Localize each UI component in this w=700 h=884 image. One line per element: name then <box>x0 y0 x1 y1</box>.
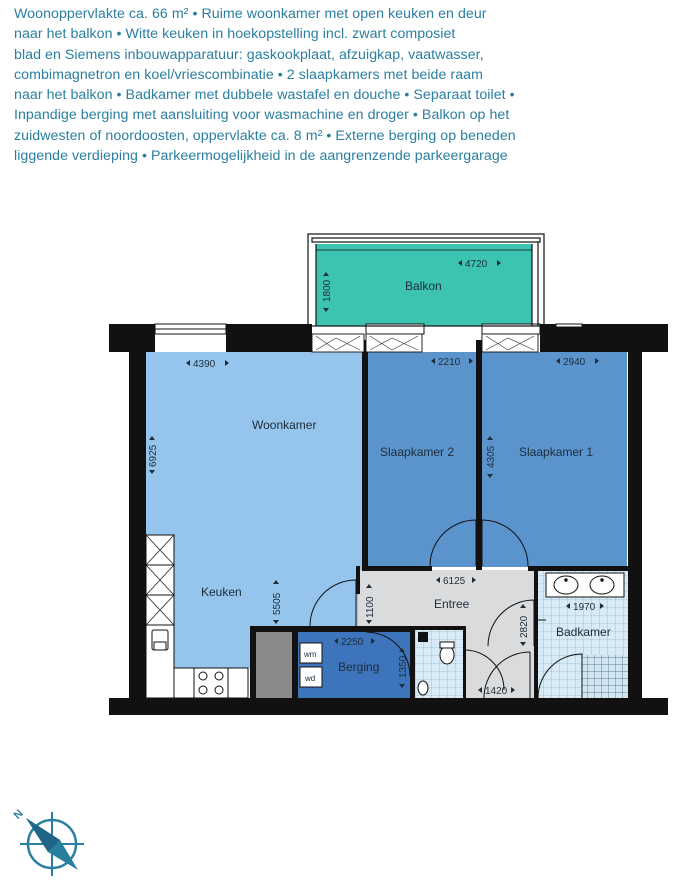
slaapkamer1-fill <box>482 352 627 567</box>
storage-top-wall <box>250 626 410 632</box>
description-line: Woonoppervlakte ca. 66 m² • Ruime woonkamer met open keuken en deur <box>14 6 487 22</box>
label-slaapkamer1: Slaapkamer 1 <box>519 445 594 459</box>
svg-text:1420: 1420 <box>485 686 508 697</box>
right-wall <box>628 340 642 698</box>
dim-slaapkamer1-depth <box>486 445 497 468</box>
toilet-sink <box>418 681 428 695</box>
dim-woonkamer-depth <box>148 444 159 467</box>
label-slaapkamer2: Slaapkamer 2 <box>380 445 455 459</box>
description-line: blad en Siemens inbouwapparatuur: gaskookplaat, afzuigkap, vaatwasser, <box>14 46 484 63</box>
storage-right-wall <box>410 626 415 698</box>
svg-text:4720: 4720 <box>465 259 488 270</box>
svg-text:2210: 2210 <box>438 357 461 368</box>
bed-divider-wall <box>476 340 482 570</box>
left-wall <box>129 340 146 698</box>
svg-text:6925: 6925 <box>148 444 159 467</box>
description-line: liggende verdieping • Parkeermogelijkheid in de aangrenzende parkeergarage <box>14 148 508 165</box>
slaapkamer2-fill <box>368 352 476 567</box>
compass-icon <box>12 808 84 876</box>
description-line: combimagnetron en koel/vriescombinatie • 2 slaapkamers met beide raam <box>14 66 483 83</box>
toilet-top-wall <box>415 626 465 630</box>
label-dryer: wd <box>305 674 316 683</box>
compass-north-label: N <box>11 807 26 822</box>
balcony-door-frames <box>312 334 538 352</box>
svg-text:1800: 1800 <box>322 279 333 302</box>
entree-top-wall <box>362 566 432 571</box>
toilet-right-wall <box>463 626 466 698</box>
dim-hall-depth <box>519 615 530 638</box>
top-wall-mid <box>226 324 312 352</box>
dim-entree-depth <box>365 596 376 618</box>
bath-left-wall <box>534 566 538 698</box>
top-wall-right <box>540 324 668 352</box>
label-woonkamer: Woonkamer <box>252 418 317 432</box>
dim-berging-depth <box>398 655 409 678</box>
storage-left-wall <box>250 626 256 698</box>
svg-text:4390: 4390 <box>193 359 216 370</box>
label-keuken: Keuken <box>201 585 242 599</box>
svg-text:1970: 1970 <box>573 602 596 613</box>
description-line: naar het balkon • Badkamer met dubbele wastafel en douche • Separaat toilet • <box>14 87 515 104</box>
description-line: zuidwesten of noordoosten, oppervlakte ca. 8 m² • Externe berging op beneden <box>14 127 516 144</box>
label-berging: Berging <box>338 660 380 674</box>
bed2-left-wall <box>362 340 368 570</box>
label-washer: wm <box>304 650 317 659</box>
window-right <box>556 324 582 327</box>
description-line: naar het balkon • Witte keuken in hoekopstelling incl. zwart composiet <box>14 26 456 43</box>
label-entree: Entree <box>434 597 470 611</box>
shower-fill <box>582 655 628 699</box>
storage-mid-wall <box>292 626 298 698</box>
dim-keuken-depth <box>272 592 283 615</box>
svg-text:1100: 1100 <box>365 596 376 618</box>
toilet-bowl <box>440 646 454 664</box>
entree-left-post <box>356 566 360 594</box>
svg-text:5505: 5505 <box>272 592 283 615</box>
entree-top-wall-2 <box>528 566 628 571</box>
label-balkon: Balkon <box>405 279 442 293</box>
toilet-post <box>418 632 428 642</box>
svg-text:4305: 4305 <box>486 445 497 468</box>
shaft-fill <box>256 632 292 698</box>
svg-text:2940: 2940 <box>563 357 586 368</box>
svg-text:2250: 2250 <box>341 637 364 648</box>
svg-text:2820: 2820 <box>519 615 530 638</box>
dim-balkon-depth <box>322 279 333 302</box>
description-line: Inpandige berging met aansluiting voor wasmachine en droger • Balkon op het <box>14 107 510 124</box>
svg-text:6125: 6125 <box>443 576 466 587</box>
label-badkamer: Badkamer <box>556 625 611 639</box>
svg-text:1350: 1350 <box>398 655 409 678</box>
bottom-wall <box>109 698 668 715</box>
